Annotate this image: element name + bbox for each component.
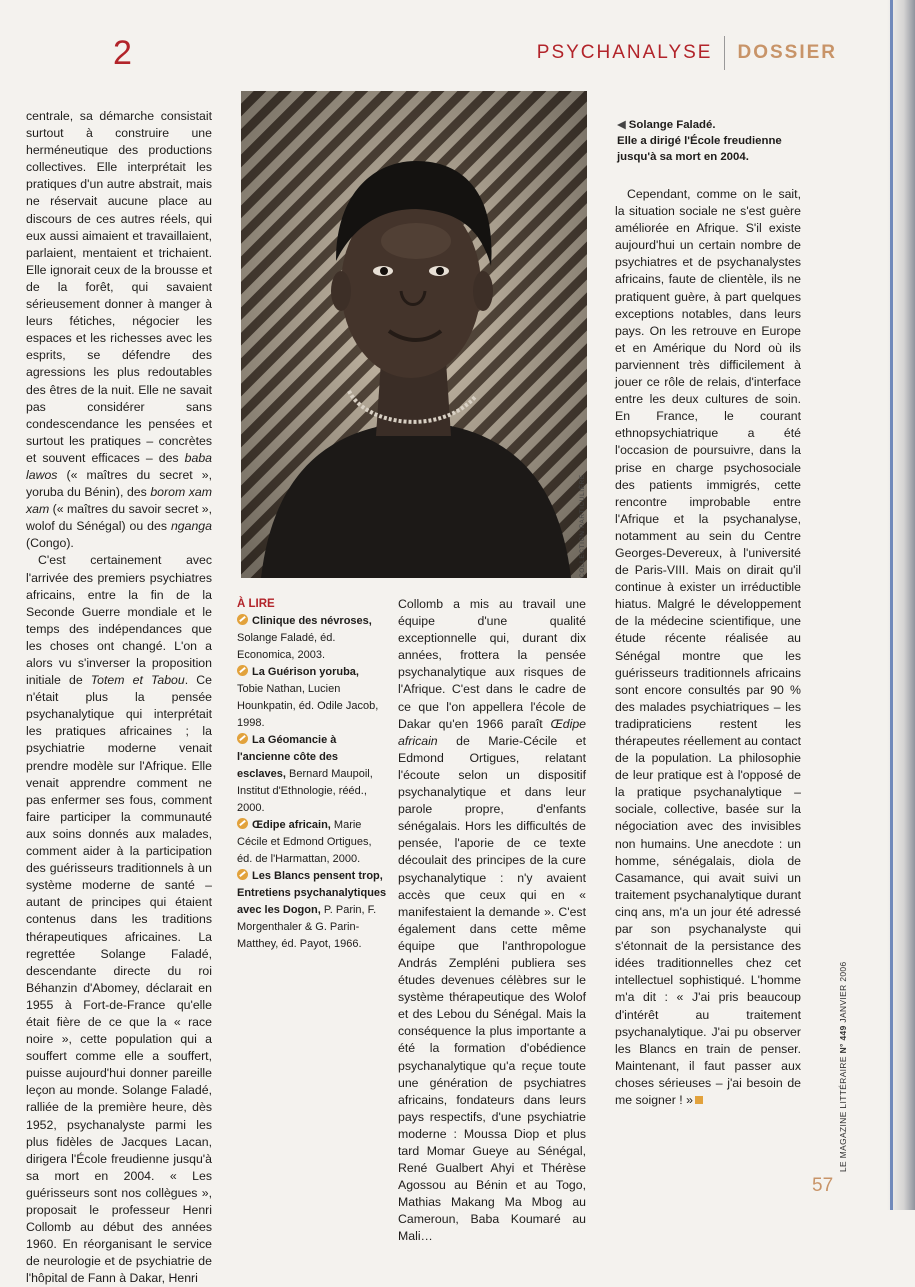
book-entry: La Géomancie à l'ancienne côte des esclaves, Bernard Maupoil, Institut d'Ethnologie, rééd., 2000. — [237, 734, 373, 814]
book-entry: Les Blancs pensent trop, Entretiens psychanalytiques avec les Dogon, P. Parin, F. Morgenthaler & G. Parin-Matthey, éd. Payot, 1966. — [237, 870, 387, 950]
end-of-article-mark — [695, 1096, 703, 1104]
header-divider — [724, 36, 725, 70]
paragraph: centrale, sa démarche consistait surtout à construire une herméneutique des productions collectives. Elle interprétait les pratiques d'un autre abstrait, mais ne réservait aucune place au discours de ces autres réels, qui eux aussi aimaient et travaillaient, parlaient, mentaient et trichaient. Elle ignorait ceux de la brousse et de la forêt, qui savaient sérieusement donner à manger à leurs fétiches, négocier les espaces et les richesses avec les esprits, se défendre des agressions les plus redoutables des êtres de la nuit. Elle ne savait pas considérer sans condescendance les pensées et surtout les pratiques – concrètes et souvent efficaces – des baba lawos (« maîtres du secret », yoruba du Bénin), des borom xam xam (« maîtres du savoir secret », wolof du Sénégal) ou des nganga (Congo). — [26, 109, 212, 551]
portrait-image — [241, 91, 587, 578]
chapter-number: 2 — [113, 34, 133, 72]
paragraph: Cependant, comme on le sait, la situation sociale ne s'est guère améliorée en Afrique. S'il existe aujourd'hui un certain nombre de psychiatres et de psychanalystes africains, faute de clientèle, ils ne pratiquent guère, à part quelques exceptions notables, dans leurs pays. On les retrouve en Europe et en Amérique du Nord où ils parviennent très difficilement à jouer ce rôle de relais, d'interface entre les deux cultures de soin. En France, le courant ethnopsychiatrique a été l'occasion de poursuivre, dans la prise en charge psychosociale des patients immigrés, cette rencontre improbable entre l'Afrique et la psychanalyse, notamment au sein du Centre Georges-Devereux, à l'université de Paris-VIII. Mais on dirait qu'il continue à exister un irréductible hiatus. Malgré le développement de la médecine scientifique, une étude récente réalisée au Sénégal montre que les guérisseurs traditionnels africains sont encore consultés par 90 % des malades psychiatriques – les tradipraticiens restent les thérapeutes réellement au contact de la population. La philosophie de leur pratique est à l'opposé de la pratique psychanalytique – sociale, collective, basée sur la négociation avec des invisibles non humains. Une anecdote : un homme, sénégalais, diola de Casamance, qui avait suivi un traitement psychanalytique durant cinq ans, m'a un jour été adressé par son psychanalyste qui s'étonnait de la persistance des idées traditionnelles chez cet intellectuel sophistiqué. L'homme m'a dit : « J'ai pris beaucoup d'intérêt au traitement psychanalytique. J'ai pu observer les Blancs en train de penser. Maintenant, il faut passer aux choses sérieuses – j'ai besoin de me soigner ! » — [615, 187, 801, 1107]
paragraph: Collomb a mis au travail une équipe d'une qualité exceptionnelle qui, durant dix années, frottera la pensée psychanalytique aux risques de l'Afrique. C'est dans le cadre de ce que l'on appellera l'école de Dakar qu'en 1966 paraît Œdipe africain de Marie-Cécile et Edmond Ortigues, relatant l'écoute selon un dispositif psychanalytique et dans leur parole propre, d'enfants sénégalais. Hors les difficultés de pensée, l'aporie de ce texte découlait des principes de la cure psychanalytique : n'y avaient accès que ceux qui en « manifestaient la demande ». C'est également dans cette même équipe que l'anthropologue András Zempléni publiera ses études devenues célèbres sur le système thérapeutique des Wolof et des Lebou du Sénégal. Mais la conséquence la plus importante a été la formation d'obédience psychanalytique qu'a reçue toute une génération de psychiatres africains, fondateurs dans leurs pays respectifs, d'une psychiatrie moderne : Moussa Diop et plus tard Momar Gueye au Sénégal, René Gualbert Ahyi et Thérèse Agossou au Bénin et au Togo, Mathias Makang Ma Mbog au Cameroun, Baba Koumaré au Mali… — [398, 597, 586, 1244]
book-entry: Clinique des névroses, Solange Faladé, éd. Economica, 2003. — [237, 615, 372, 661]
page-spine-edge — [890, 0, 893, 1210]
bullet-icon — [237, 614, 248, 625]
bullet-icon — [237, 869, 248, 880]
reading-list-title: À LIRE — [237, 598, 275, 610]
photo-caption: ◀ Solange Faladé. Elle a dirigé l'École freudienne jusqu'à sa mort en 2004. — [617, 119, 782, 163]
page-header — [537, 36, 837, 70]
bullet-icon — [237, 665, 248, 676]
photo-credit: COLLECTION PARTICULIÈRE — [579, 474, 586, 578]
rubric-label: PSYCHANALYSE — [536, 42, 713, 63]
caption-arrow-icon: ◀ — [617, 119, 626, 131]
paragraph: C'est certainement avec l'arrivée des premiers psychiatres africains, entre la fin de la Seconde Guerre mondiale et le temps des indépendances que les choses ont changé. L'on a alors vu s'inverser la proposition initiale de Totem et Tabou. Ce n'était plus la pensée psychanalytique qui interprétait les pratiques africaines ; la psychiatrie moderne venait prendre modèle sur l'Afrique. Elle venait apprendre comment ne pas enfermer ses fous, comment faire participer la communauté aux soins donnés aux malades, comment aider à la participation des guérisseurs traditionnels à un système moderne de santé – autant de principes qui étaient contenus dans les traditions thérapeutiques africaines. La regrettée Solange Faladé, descendante directe du roi Béhanzin d'Abomey, déclarait en 1955 à Fort-de-France qu'elle était fière de ce que la « race noire », cette population qui a souffert comme elle a souffert, puisse aujourd'hui donner pareille leçon au monde. Solange Faladé, ralliée de la première heure, dès 1952, psychanalyste parmi les plus fidèles de Jacques Lacan, dirigera l'École freudienne jusqu'à sa mort en 2004. « Les guérisseurs sont nos collègues », proposait le professeur Henri Collomb au début des années 1960. En réorganisant le service de neurologie et de psychiatrie de l'hôpital de Fann à Dakar, Henri — [26, 553, 212, 1286]
book-entry: Œdipe africain, Marie Cécile et Edmond Ortigues, éd. de l'Harmattan, 2000. — [237, 819, 372, 865]
bullet-icon — [237, 733, 248, 744]
page-number: 57 — [812, 1175, 834, 1196]
article-column-3 — [398, 596, 586, 1246]
article-column-1 — [26, 108, 212, 1287]
bullet-icon — [237, 818, 248, 829]
book-entry: La Guérison yoruba, Tobie Nathan, Lucien Hounkpatin, éd. Odile Jacob, 1998. — [237, 666, 379, 729]
reading-list — [237, 596, 387, 953]
article-column-4 — [615, 186, 801, 1109]
magazine-footer: LE MAGAZINE LITTÉRAIRE N° 449 JANVIER 2006 — [838, 961, 848, 1172]
portrait-photo — [241, 91, 587, 578]
section-label: DOSSIER — [737, 42, 837, 63]
